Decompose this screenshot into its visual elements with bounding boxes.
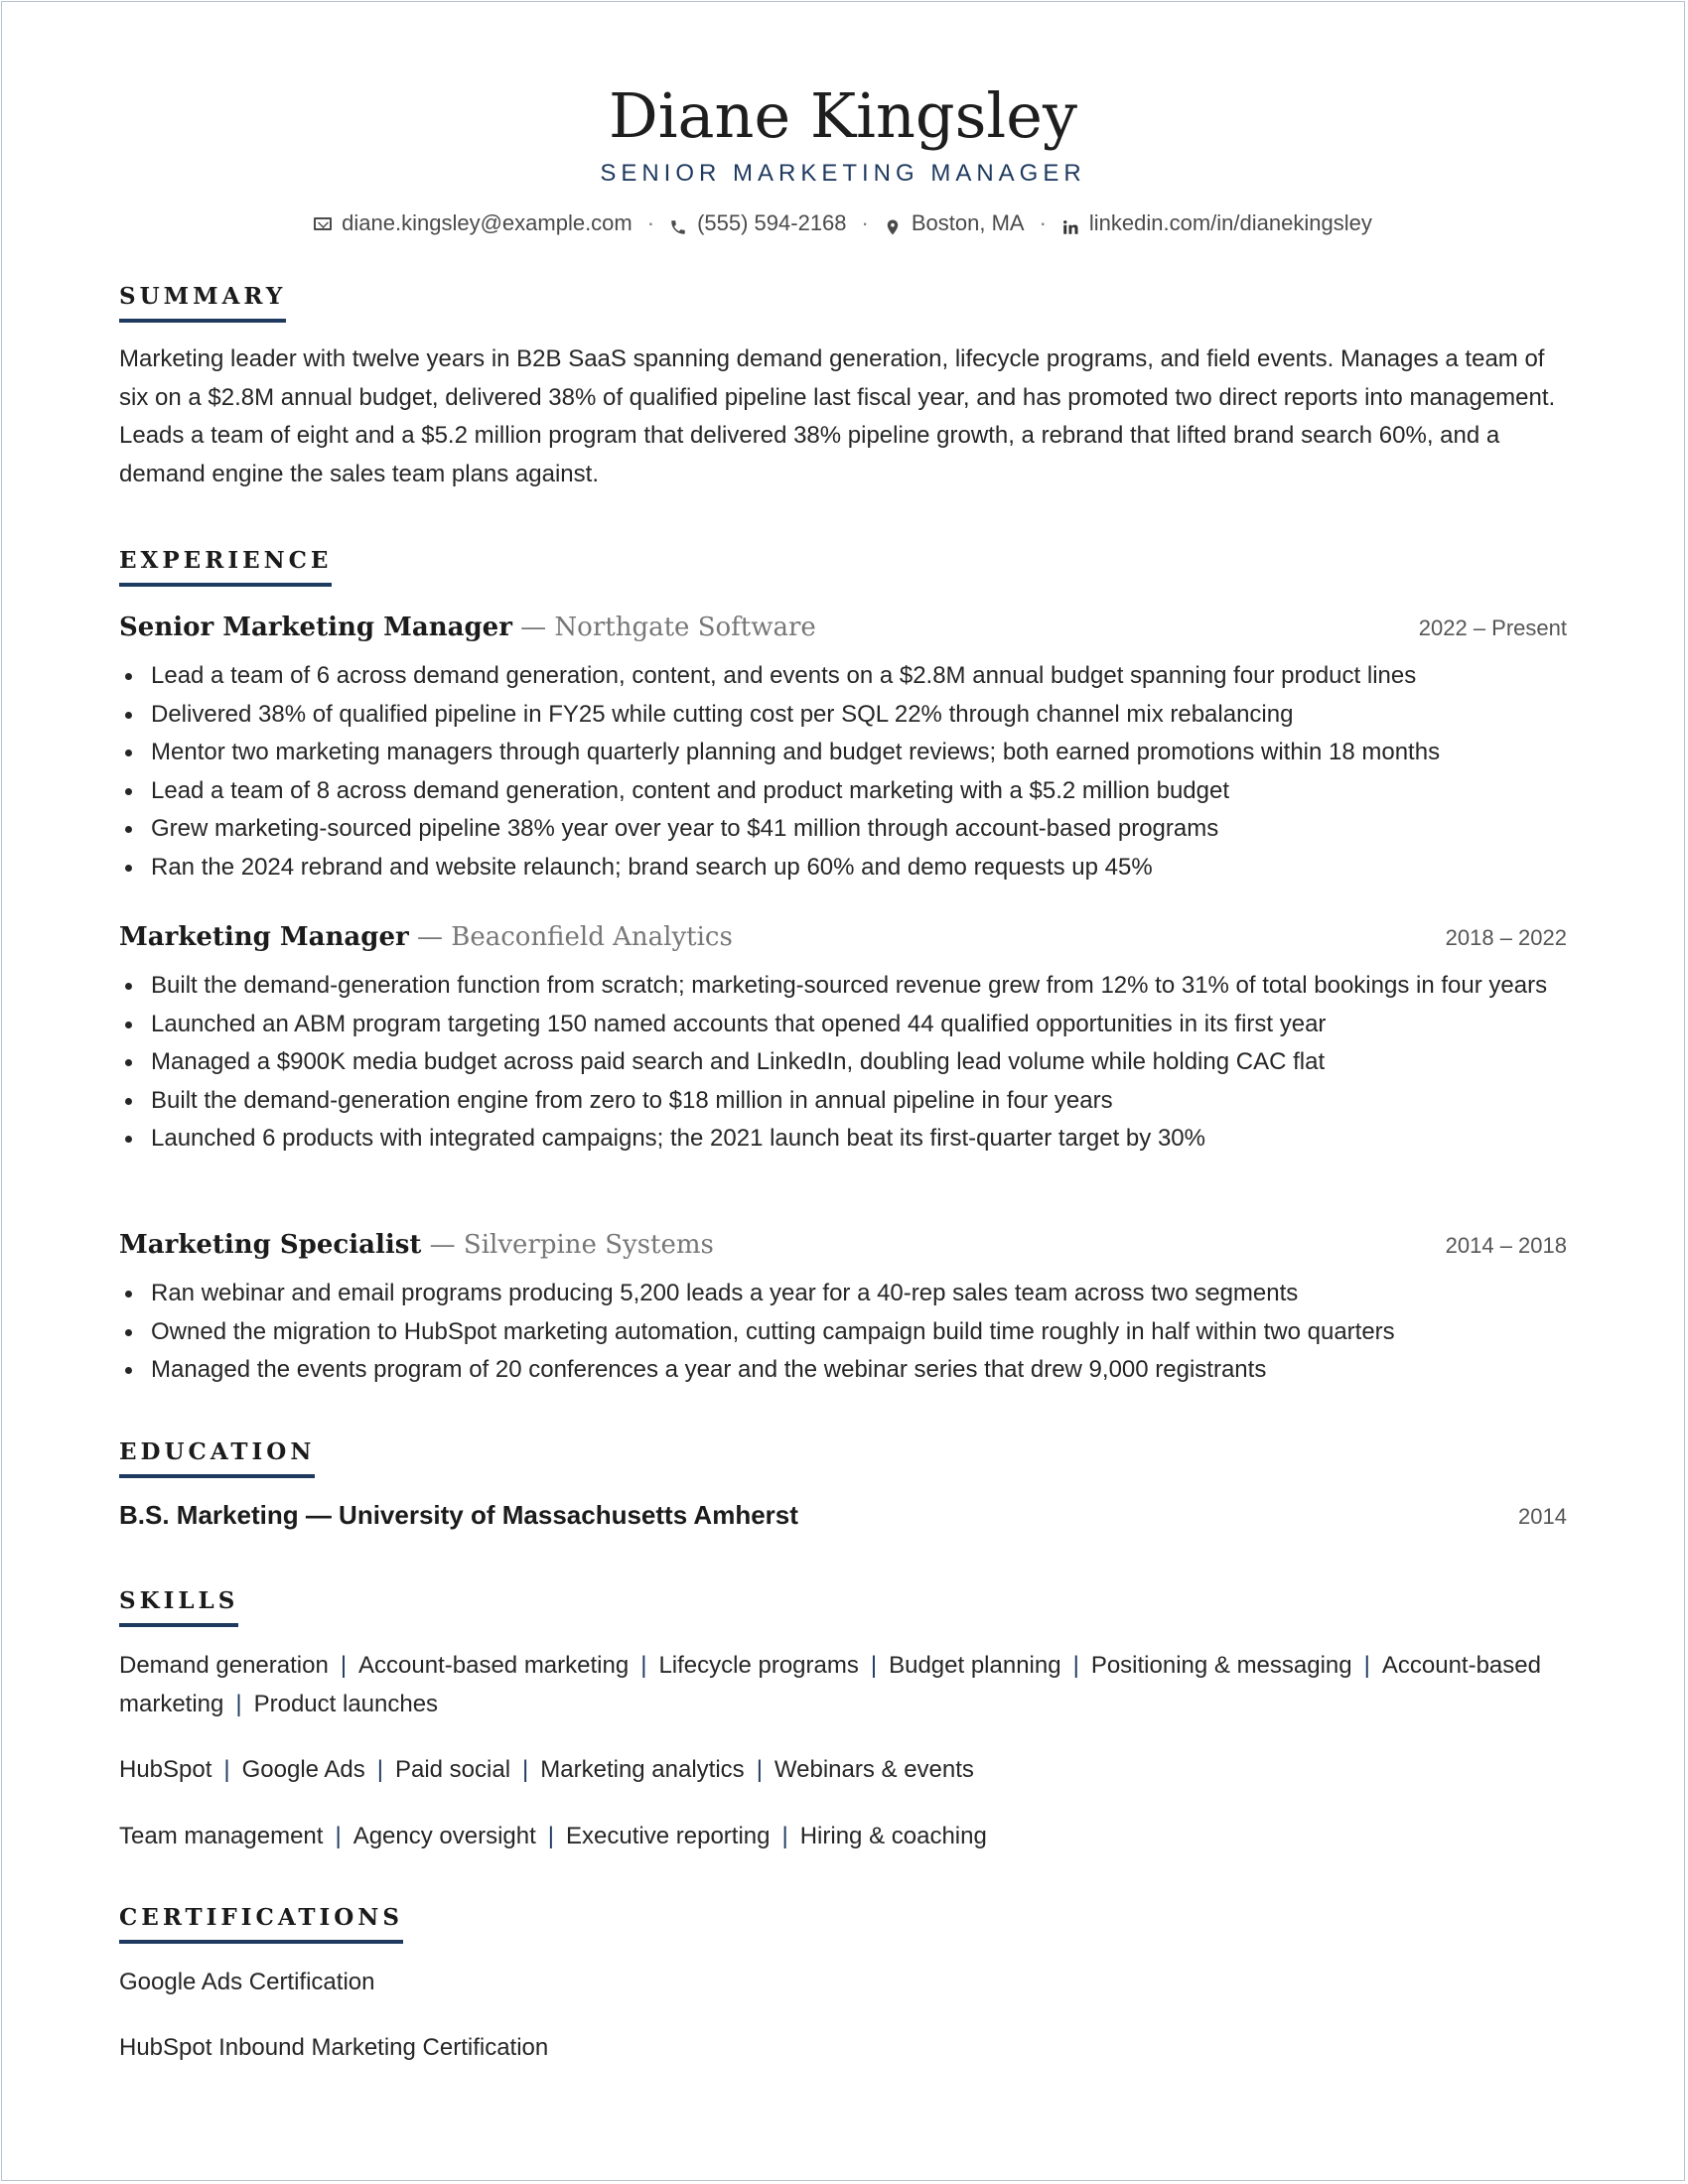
job-bullets — [119, 1275, 1567, 1390]
job-company: — Northgate Software — [511, 613, 816, 642]
experience-heading: EXPERIENCE — [119, 546, 332, 587]
job-company: — Beaconfield Analytics — [408, 922, 733, 952]
skill-item: Paid social — [394, 1756, 511, 1783]
skill-separator: | — [781, 1822, 788, 1849]
job-title-line — [119, 610, 816, 649]
job-title-line — [119, 919, 733, 959]
contact-linkedin[interactable] — [1061, 208, 1372, 238]
map-pin-icon — [884, 214, 902, 232]
phone-text: (555) 594-2168 — [697, 210, 847, 235]
education-section — [119, 1437, 1567, 1531]
resume-page — [1, 1, 1685, 2181]
summary-section — [119, 282, 1567, 493]
location-text: Boston, MA — [911, 210, 1025, 235]
skill-item: Google Ads — [241, 1756, 365, 1783]
experience-section — [119, 546, 1567, 1383]
skills-heading: SKILLS — [119, 1586, 238, 1627]
contact-email[interactable] — [314, 208, 633, 238]
summary-heading: SUMMARY — [119, 282, 286, 323]
job-bullet: Built the demand-generation function from scratch; marketing-sourced revenue grew from 12% to 31% of total bookings in four years — [119, 967, 1567, 1006]
job-header — [119, 919, 1567, 959]
education-entry — [119, 1500, 1567, 1531]
job-bullet: Launched an ABM program targeting 150 named accounts that opened 44 qualified opportunities in its first year — [119, 1006, 1567, 1044]
resume-header — [119, 2, 1567, 238]
contact-separator: · — [1039, 210, 1047, 235]
job-entry — [119, 919, 1567, 1159]
job-bullet: Lead a team of 6 across demand generation, content, and events on a $2.8M annual budget spanning four product lines — [119, 657, 1567, 696]
skills-group — [119, 1751, 1567, 1790]
email-text: diane.kingsley@example.com — [342, 210, 633, 235]
job-entry — [119, 610, 1567, 887]
job-entry — [119, 1227, 1567, 1390]
job-company: — Silverpine Systems — [421, 1230, 714, 1260]
job-bullet: Mentor two marketing managers through quarterly planning and budget reviews; both earned promotions within 18 months — [119, 734, 1567, 772]
candidate-title: SENIOR MARKETING MANAGER — [600, 160, 1086, 187]
education-year: 2014 — [1518, 1504, 1567, 1529]
mail-icon — [314, 217, 332, 230]
skill-separator: | — [522, 1756, 529, 1783]
skill-item: Budget planning — [889, 1652, 1061, 1679]
skill-separator: | — [335, 1822, 342, 1849]
job-bullet: Grew marketing-sourced pipeline 38% year over year to $41 million through account-based programs — [119, 810, 1567, 849]
certification-item: HubSpot Inbound Marketing Certification — [119, 2034, 549, 2061]
certifications-section — [119, 1903, 1567, 2067]
job-bullet: Launched 6 products with integrated campaigns; the 2021 launch beat its first-quarter target by 30% — [119, 1120, 1567, 1159]
contact-separator: · — [861, 210, 869, 235]
job-role: Senior Marketing Manager — [119, 613, 512, 642]
skill-item: Product launches — [253, 1690, 439, 1717]
job-bullets — [119, 967, 1567, 1159]
skill-item: Hiring & coaching — [799, 1822, 987, 1849]
job-role: Marketing Manager — [119, 922, 409, 952]
skill-separator: | — [1072, 1652, 1079, 1679]
job-dates: 2018 – 2022 — [1445, 925, 1567, 950]
linkedin-icon — [1061, 214, 1079, 232]
skill-separator: | — [870, 1652, 878, 1679]
job-bullet: Delivered 38% of qualified pipeline in FY25 while cutting cost per SQL 22% through channel mix rebalancing — [119, 696, 1567, 735]
job-role: Marketing Specialist — [119, 1230, 422, 1260]
skill-item: Marketing analytics — [540, 1756, 745, 1783]
job-bullets — [119, 657, 1567, 887]
job-title-line — [119, 1227, 714, 1267]
summary-text: Marketing leader with twelve years in B2B SaaS spanning demand generation, lifecycle programs, and field events. Manages a team of six on a $2.8M annual budget, delivered 38% of qualified pipeline last fiscal year, and has promoted two direct reports into management. Leads a team of eight and a $5.2 million program that delivered 38% pipeline growth, a rebrand that lifted brand search 60%, and a demand engine the sales team plans against. — [119, 345, 1556, 487]
contact-phone[interactable] — [669, 208, 846, 238]
skill-item: Account-based marketing — [358, 1652, 630, 1679]
job-header — [119, 610, 1567, 649]
job-bullet: Ran webinar and email programs producing 5,200 leads a year for a 40-rep sales team across two segments — [119, 1275, 1567, 1313]
contact-line — [119, 208, 1567, 238]
skill-separator: | — [376, 1756, 383, 1783]
skill-item: Lifecycle programs — [658, 1652, 859, 1679]
job-bullet: Owned the migration to HubSpot marketing automation, cutting campaign build time roughly in half within two quarters — [119, 1313, 1567, 1352]
job-bullet: Managed a $900K media budget across paid search and LinkedIn, doubling lead volume while holding CAC flat — [119, 1043, 1567, 1082]
job-header — [119, 1227, 1567, 1267]
skills-group — [119, 1818, 1567, 1856]
skill-separator: | — [340, 1652, 348, 1679]
skill-separator: | — [235, 1690, 242, 1717]
job-bullet: Managed the events program of 20 conferences a year and the webinar series that drew 9,000 registrants — [119, 1351, 1567, 1390]
skills-group — [119, 1647, 1567, 1723]
job-dates: 2014 – 2018 — [1445, 1233, 1567, 1258]
skill-separator: | — [756, 1756, 763, 1783]
job-bullet: Built the demand-generation engine from zero to $18 million in annual pipeline in four years — [119, 1082, 1567, 1121]
skill-item: Account-based marketing — [119, 1652, 1541, 1717]
phone-icon — [669, 214, 687, 232]
candidate-name: Diane Kingsley — [609, 79, 1077, 152]
job-bullet: Ran the 2024 rebrand and website relaunch; brand search up 60% and demo requests up 45% — [119, 849, 1567, 887]
skill-item: HubSpot — [119, 1756, 212, 1783]
skill-item: Agency oversight — [352, 1822, 536, 1849]
skill-separator: | — [1363, 1652, 1370, 1679]
certification-item: Google Ads Certification — [119, 1969, 375, 1995]
education-degree: B.S. Marketing — University of Massachusetts Amherst — [119, 1500, 798, 1530]
skill-item: Demand generation — [119, 1652, 329, 1679]
linkedin-text: linkedin.com/in/dianekingsley — [1088, 210, 1372, 235]
skills-section — [119, 1586, 1567, 1855]
skill-item: Team management — [119, 1822, 324, 1849]
certifications-heading: CERTIFICATIONS — [119, 1903, 403, 1944]
skill-separator: | — [547, 1822, 555, 1849]
resume-content — [119, 2, 1567, 2180]
contact-location — [884, 208, 1025, 238]
skill-separator: | — [640, 1652, 647, 1679]
job-dates: 2022 – Present — [1418, 615, 1567, 640]
skill-item: Positioning & messaging — [1090, 1652, 1352, 1679]
contact-separator: · — [646, 210, 655, 235]
skill-item: Webinars & events — [774, 1756, 974, 1783]
job-bullet: Lead a team of 8 across demand generation, content and product marketing with a $5.2 million budget — [119, 772, 1567, 811]
skill-item: Executive reporting — [566, 1822, 771, 1849]
education-heading: EDUCATION — [119, 1437, 315, 1478]
skill-separator: | — [223, 1756, 230, 1783]
